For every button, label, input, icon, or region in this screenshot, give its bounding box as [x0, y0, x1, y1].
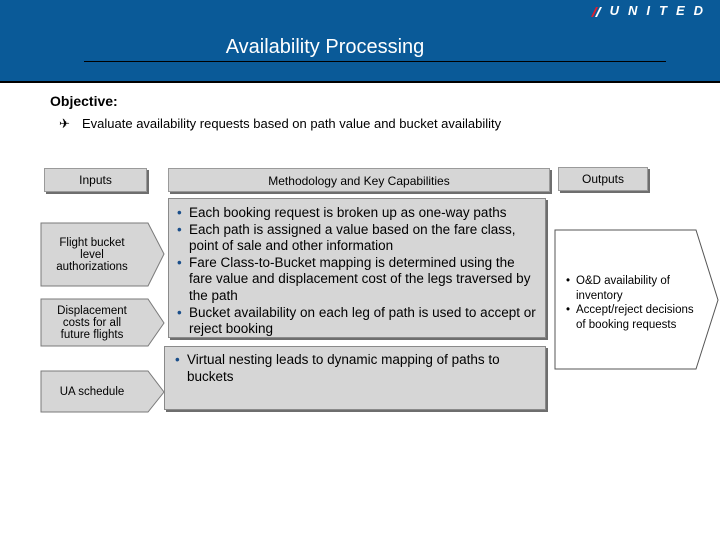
methodology-header: Methodology and Key Capabilities — [168, 168, 550, 192]
objective-label: Objective: — [50, 93, 118, 109]
methodology-main-box — [168, 198, 546, 338]
title-banner — [0, 0, 720, 83]
inputs-header: Inputs — [44, 168, 147, 192]
tulip-logo-icon — [590, 6, 604, 18]
page-title: Availability Processing — [84, 36, 666, 62]
brand-name: UNITED — [609, 3, 712, 18]
airplane-icon: ✈ — [59, 116, 70, 131]
output-item-2: • Accept/reject decisions of booking requests — [566, 303, 698, 332]
output-item-1: • O&D availability of inventory — [566, 274, 698, 303]
outputs-header: Outputs — [558, 167, 648, 191]
method-bullet-4: • Bucket availability on each leg of path is used to accept or reject booking — [173, 305, 539, 338]
method-bullet-5: • Virtual nesting leads to dynamic mapping of paths to buckets — [171, 352, 537, 385]
methodology-secondary-box — [164, 346, 546, 410]
input-flight-bucket: Flight bucket level authorizations — [56, 237, 128, 273]
method-bullet-3: • Fare Class-to-Bucket mapping is determined using the fare value and displacement cost of the legs traversed by the path — [173, 255, 539, 305]
brand-logo — [590, 3, 712, 18]
method-bullet-2: • Each path is assigned a value based on the fare class, point of sale and other information — [173, 222, 539, 255]
objective-item — [59, 116, 501, 132]
input-ua-schedule: UA schedule — [59, 386, 125, 398]
method-bullet-1: • Each booking request is broken up as one-way paths — [173, 205, 539, 222]
input-displacement-costs: Displacement costs for all future flights — [57, 305, 127, 341]
outputs-list — [566, 274, 698, 332]
objective-text: Evaluate availability requests based on path value and bucket availability — [82, 116, 502, 131]
